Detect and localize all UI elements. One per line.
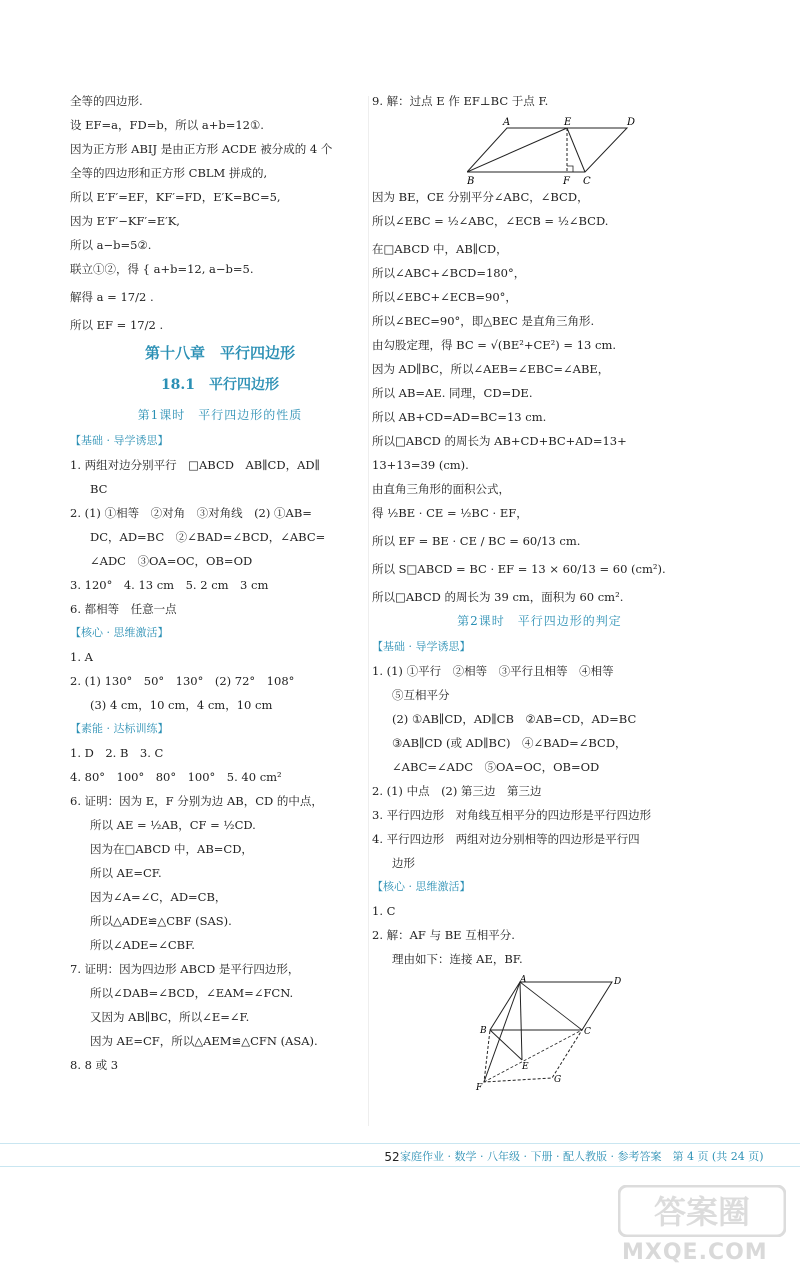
section-title: 18.1 平行四边形 (160, 377, 280, 393)
text-line: 所以 a−b=5②. (70, 238, 152, 252)
vertex-label-g: G (554, 1075, 562, 1085)
answer-line: DC，AD=BC ②∠BAD=∠BCD，∠ABC= (90, 530, 326, 544)
answer-line: 所以∠DAB=∠BCD，∠EAM=∠FCN. (90, 986, 294, 1000)
answer-line: BC (90, 482, 108, 496)
section-tag: 【基础 · 导学诱思】 (372, 640, 471, 653)
answer-line: 因为在□ABCD 中，AB=CD， (90, 842, 253, 856)
answer-line: 因为 BE，CE 分别平分∠ABC，∠BCD， (372, 190, 589, 204)
text-line: 全等的四边形. (70, 94, 143, 108)
chapter-title: 第十八章 平行四边形 (144, 344, 295, 362)
answer-line: 4. 平行四边形 两组对边分别相等的四边形是平行四 (372, 832, 640, 846)
answer-line: 由直角三角形的面积公式， (372, 482, 510, 496)
answer-line: 2. (1) 中点 (2) 第三边 第三边 (372, 784, 542, 798)
answer-line: 所以 EF = BE · CE / BC = 60/13 cm. (372, 534, 581, 548)
vertex-label-f: F (563, 176, 570, 187)
answer-line: 13+13=39 (cm). (372, 458, 469, 472)
left-column (70, 92, 370, 1080)
parallelogram-figure-1 (467, 116, 667, 188)
answer-line: ⑤互相平分 (392, 688, 450, 702)
section-tag: 【核心 · 思维激活】 (372, 880, 471, 893)
answer-line: 6. 都相等 任意一点 (70, 602, 177, 616)
answer-line: 1. (1) ①平行 ②相等 ③平行且相等 ④相等 (372, 664, 614, 678)
answer-line: 1. D 2. B 3. C (70, 746, 164, 760)
answer-line: 所以∠EBC+∠ECB=90°， (372, 290, 517, 304)
answer-line: 所以∠ABC+∠BCD=180°， (372, 266, 526, 280)
answer-line: 理由如下：连接 AE，BF. (392, 952, 523, 966)
vertex-label-c: C (583, 176, 591, 187)
answer-line: 3. 平行四边形 对角线互相平分的四边形是平行四边形 (372, 808, 652, 822)
answer-line: 1. C (372, 904, 396, 918)
answer-line: 得 ½BE · CE = ½BC · EF， (372, 506, 528, 520)
answer-line: 所以∠ADE=∠CBF. (90, 938, 195, 952)
lesson-title: 第1课时 平行四边形的性质 (137, 408, 303, 422)
text-line: 全等的四边形和正方形 CBLM 拼成的, (70, 166, 268, 180)
page-number: 52 (384, 1150, 400, 1164)
vertex-label-d: D (614, 977, 622, 987)
answer-line: (3) 4 cm，10 cm，4 cm，10 cm (90, 698, 273, 712)
answer-line: (2) ①AB∥CD，AD∥CB ②AB=CD，AD=BC (392, 712, 637, 726)
answer-line: 9. 解：过点 E 作 EF⊥BC 于点 F. (372, 94, 549, 108)
svg-text:答案圈: 答案圈 (653, 1193, 751, 1231)
answer-line: 4. 80° 100° 80° 100° 5. 40 cm² (70, 770, 282, 784)
solution-line: 所以 EF = 17/2 . (70, 318, 164, 332)
answer-line: 2. (1) ①相等 ②对角 ③对角线 (2) ①AB= (70, 506, 312, 520)
answer-line: 又因为 AB∥BC，所以∠E=∠F. (90, 1010, 250, 1024)
lesson-title: 第2课时 平行四边形的判定 (457, 614, 622, 628)
answer-line: 2. 解：AF 与 BE 互相平分. (372, 928, 515, 942)
answer-line: 所以 S□ABCD = BC · EF = 13 × 60/13 = 60 (cm²). (372, 562, 666, 576)
answer-line: 所以∠EBC = ½∠ABC，∠ECB = ½∠BCD. (372, 214, 609, 228)
text-line: 所以 E′F′=EF，KF′=FD，E′K=BC=5, (70, 190, 281, 204)
answer-line: 在□ABCD 中，AB∥CD， (372, 242, 508, 256)
vertex-label-b: B (467, 176, 475, 187)
right-column (372, 92, 707, 1092)
answer-line: 因为 AD∥BC，所以∠AEB=∠EBC=∠ABE， (372, 362, 610, 376)
text-line: 因为正方形 ABIJ 是由正方形 ACDE 被分成的 4 个 (70, 142, 333, 156)
watermark-site: MXQE.COM (622, 1240, 768, 1265)
answer-line: 1. 两组对边分别平行 □ABCD AB∥CD，AD∥ (70, 458, 320, 472)
answer-line: 所以□ABCD 的周长为 39 cm，面积为 60 cm². (372, 590, 624, 604)
vertex-label-a: A (520, 975, 527, 985)
answer-line: ③AB∥CD (或 AD∥BC) ④∠BAD=∠BCD， (392, 736, 627, 750)
answer-line: 6. 证明：因为 E，F 分别为边 AB，CD 的中点， (70, 794, 323, 808)
answer-line: 所以□ABCD 的周长为 AB+CD+BC+AD=13+ (372, 434, 627, 448)
equation-system: 联立①②，得 { a+b=12, a−b=5. (70, 262, 254, 276)
section-tag: 【核心 · 思维激活】 (70, 626, 169, 639)
answer-line: 1. A (70, 650, 93, 664)
parallelogram-figure-2 (472, 974, 632, 1092)
answer-line: 2. (1) 130° 50° 130° (2) 72° 108° (70, 674, 295, 688)
footer-text: 家庭作业 · 数学 · 八年级 · 下册 · 配人教版 · 参考答案 第 4 页 (共 24 页) (400, 1150, 764, 1163)
vertex-label-c: C (584, 1027, 591, 1037)
answer-line: 所以 AE = ½AB，CF = ½CD. (90, 818, 256, 832)
answer-line: 所以 AB=AE. 同理，CD=DE. (372, 386, 533, 400)
answer-line: 所以 AE=CF. (90, 866, 162, 880)
answer-line: ∠ADC ③OA=OC，OB=OD (90, 554, 253, 568)
answer-line: ∠ABC=∠ADC ⑤OA=OC，OB=OD (392, 760, 600, 774)
solution-line: 解得 a = 17/2 . (70, 290, 154, 304)
answer-line: 由勾股定理，得 BC = √(BE²+CE²) = 13 cm. (372, 338, 616, 352)
vertex-label-d: D (627, 117, 636, 128)
answer-line: 3. 120° 4. 13 cm 5. 2 cm 3 cm (70, 578, 269, 592)
answer-line: 边形 (392, 856, 415, 870)
vertex-label-e: E (522, 1062, 529, 1072)
answer-line: 所以△ADE≌△CBF (SAS). (90, 914, 232, 928)
vertex-label-a: A (503, 117, 511, 128)
watermark-logo (618, 1185, 786, 1237)
text-line: 设 EF=a，FD=b，所以 a+b=12①. (70, 118, 264, 132)
vertex-label-f: F (476, 1083, 483, 1092)
answer-line: 8. 8 或 3 (70, 1058, 119, 1072)
answer-line: 所以 AB+CD=AD=BC=13 cm. (372, 410, 547, 424)
section-tag: 【基础 · 导学诱思】 (70, 434, 169, 447)
answer-line: 因为 AE=CF，所以△AEM≌△CFN (ASA). (90, 1034, 318, 1048)
section-tag: 【素能 · 达标训练】 (70, 722, 169, 735)
vertex-label-b: B (480, 1026, 487, 1036)
text-line: 因为 E′F′−KF′=E′K, (70, 214, 180, 228)
answer-line: 7. 证明：因为四边形 ABCD 是平行四边形， (70, 962, 300, 976)
answer-line: 所以∠BEC=90°，即△BEC 是直角三角形. (372, 314, 595, 328)
vertex-label-e: E (564, 117, 572, 128)
answer-line: 因为∠A=∠C，AD=CB， (90, 890, 227, 904)
